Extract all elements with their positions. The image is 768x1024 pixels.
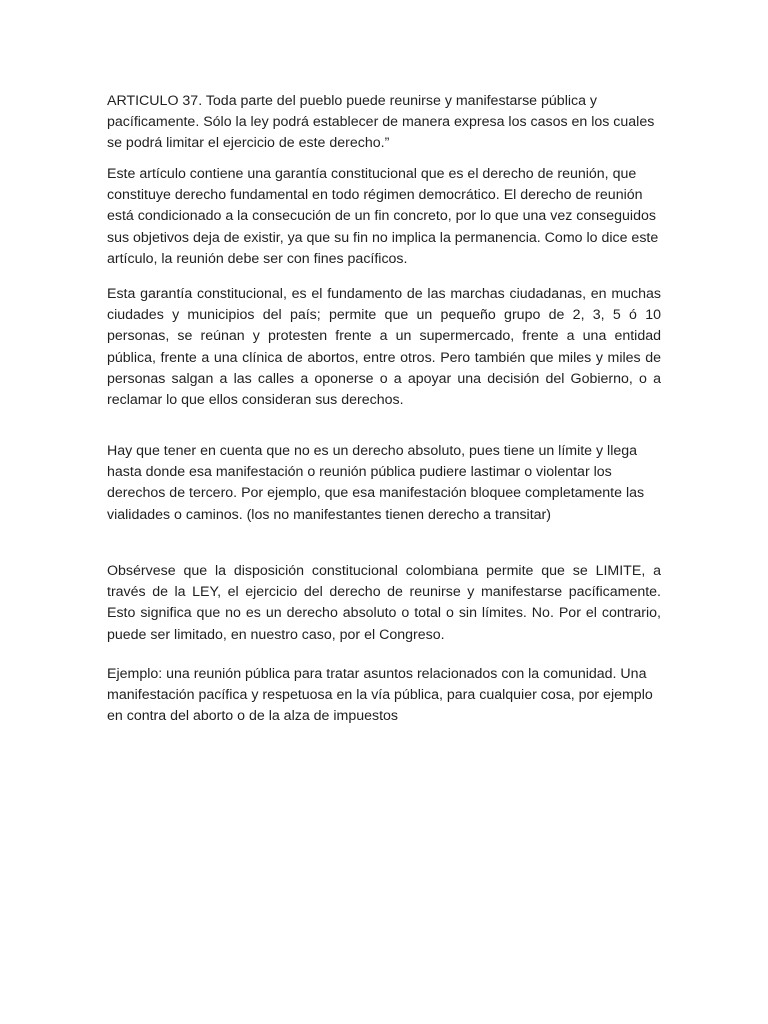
article-quote-paragraph: ARTICULO 37. Toda parte del pueblo puede reunirse y manifestarse pública y pacíficamente. Sólo la ley podrá establecer de manera expresa los casos en los cuales se podrá limitar el ejercicio de este derecho.” — [107, 93, 655, 152]
explanation-paragraph: Este artículo contiene una garantía constitucional que es el derecho de reunión, que constituye derecho fundamental en todo régimen democrático. El derecho de reunión está condicionado a la consecución de un fin concreto, por lo que una vez conseguidos sus objetivos deja de existir, ya que su fin no implica la permanencia. Como lo dice este artículo, la reunión debe ser con fines pacíficos. — [107, 166, 659, 267]
example-paragraph: Ejemplo: una reunión pública para tratar asuntos relacionados con la comunidad. Una manifestación pacífica y respetuosa en la vía pública, para cualquier cosa, por ejemplo en contra del aborto o de la alza de impuestos — [107, 666, 653, 725]
marches-paragraph: Esta garantía constitucional, es el fundamento de las marchas ciudadanas, en muchas ciudades y municipios del país; permite que un pequeño grupo de 2, 3, 5 ó 10 personas, se reúnan y protesten frente a un supermercado, frente a una entidad pública, frente a una clínica de abortos, entre otros. Pero también que miles y miles de personas salgan a las calles a oponerse o a apoyar una decisión del Gobierno, o a reclamar lo que ellos consideran sus derechos. — [107, 286, 661, 409]
limits-paragraph: Hay que tener en cuenta que no es un derecho absoluto, pues tiene un límite y llega hasta donde esa manifestación o reunión pública pudiere lastimar o violentar los derechos de tercero. Por ejemplo, que esa manifestación bloquee completamente las vialidades o caminos. (los no manifestantes tienen derecho a transitar) — [107, 443, 645, 523]
colombian-disposition-paragraph: Obsérvese que la disposición constitucional colombiana permite que se LIMITE, a través de la LEY, el ejercicio del derecho de reunirse y manifestarse pacíficamente. Esto significa que no es un derecho absoluto o total o sin límites. No. Por el contrario, puede ser limitado, en nuestro caso, por el Congreso. — [107, 563, 661, 643]
